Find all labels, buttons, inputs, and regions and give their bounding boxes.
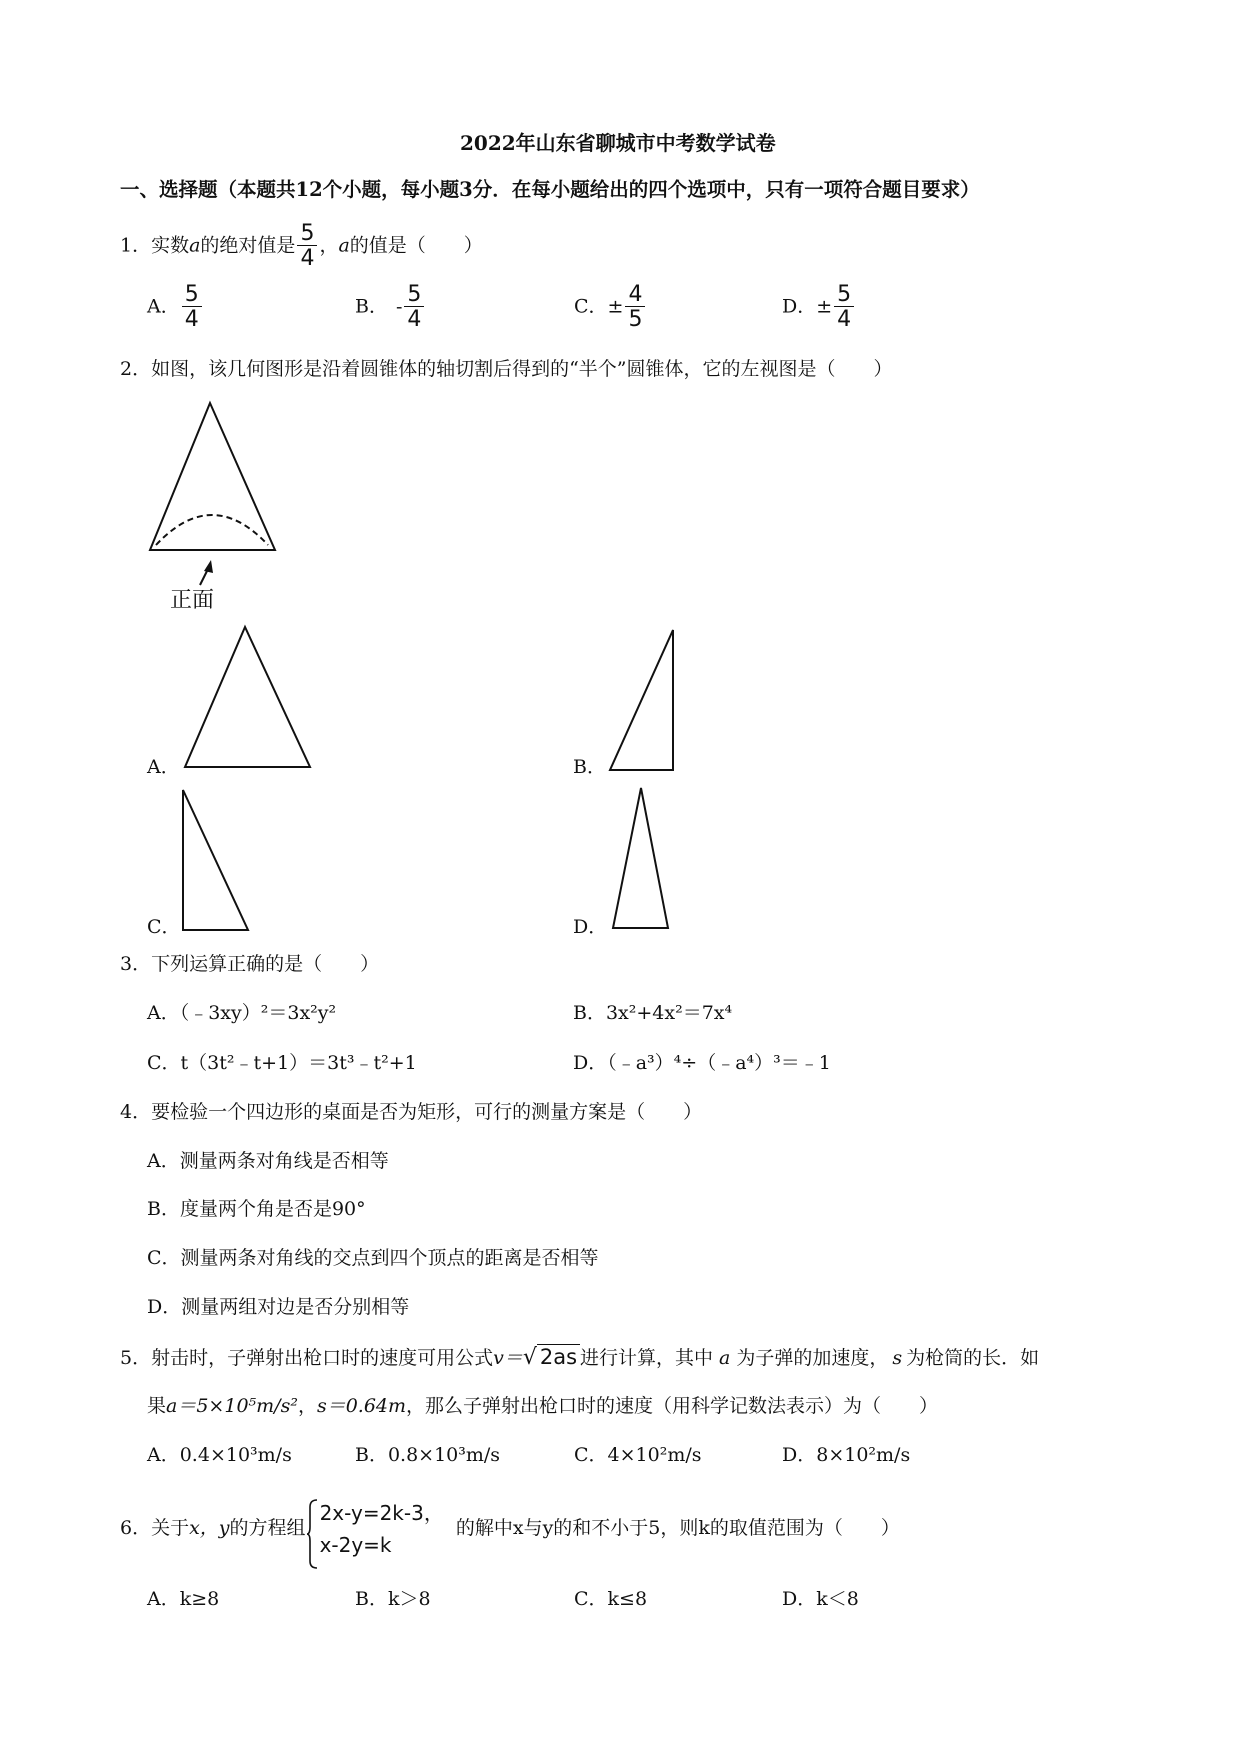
- q1-option-c[interactable]: C．± $\frac{4}{5}$: [574, 283, 647, 332]
- equation-1: 2x-y=2k-3，: [319, 1501, 444, 1525]
- narrow-triangle-shape: [613, 788, 668, 928]
- q4-option-b[interactable]: B．度量两个角是否是90°: [147, 1198, 366, 1220]
- isosceles-triangle-shape: [185, 627, 310, 767]
- question-6: 6．关于x，y的方程组 2x-y=2k-3， x-2y=k 的解中x与y的和不小于5，则k的取值范围为（ ）: [120, 1497, 900, 1561]
- q6-option-d[interactable]: D．k＜8: [782, 1588, 859, 1610]
- question-3: 3．下列运算正确的是（ ）: [120, 953, 380, 975]
- right-triangle-left-shape: [183, 790, 248, 930]
- sqrt-expression: √ 2as: [523, 1347, 580, 1369]
- q1-option-b[interactable]: B． - $\frac{5}{4}$: [355, 283, 426, 332]
- q1-comma: ，: [319, 234, 339, 257]
- page-title: 2022年山东省聊城市中考数学试卷: [460, 131, 776, 155]
- q5-option-a[interactable]: A．0.4×10³m/s: [147, 1444, 292, 1466]
- question-1: [120, 222, 483, 271]
- left-brace-icon: [306, 1499, 318, 1569]
- q4-option-a[interactable]: A．测量两条对角线是否相等: [147, 1150, 389, 1172]
- q2-option-b-figure[interactable]: [605, 625, 685, 775]
- question-5-line-1: 5．射击时，子弹射出枪口时的速度可用公式v＝√ 2as 进行计算，其中 a 为子弹的加速度， s 为枪筒的长．如: [120, 1345, 1040, 1370]
- q2-option-d-figure[interactable]: [608, 783, 678, 933]
- q4-option-d[interactable]: D．测量两组对边是否分别相等: [147, 1296, 410, 1318]
- q3-option-d[interactable]: D．（﹣a³）⁴÷（﹣a⁴）³＝﹣1: [573, 1052, 831, 1074]
- q5-option-c[interactable]: C．4×10²m/s: [574, 1444, 702, 1466]
- q1-option-a[interactable]: A． $\frac{5}{4}$: [147, 283, 204, 332]
- q6-option-b[interactable]: B．k＞8: [355, 1588, 431, 1610]
- q2-option-c-label[interactable]: C．: [147, 916, 181, 938]
- q1-pre: 1．实数: [120, 234, 190, 257]
- q5-option-d[interactable]: D．8×10²m/s: [782, 1444, 911, 1466]
- q6-option-a[interactable]: A．k≥8: [147, 1588, 220, 1610]
- q1-var2: a: [338, 234, 350, 257]
- equation-2: x-2y=k: [319, 1533, 392, 1557]
- q3-option-c[interactable]: C．t（3t²﹣t+1）＝3t³﹣t²+1: [147, 1052, 417, 1074]
- q1-var: a: [189, 234, 201, 257]
- half-cone-figure: [140, 395, 300, 625]
- q2-option-a-figure[interactable]: [180, 622, 320, 772]
- right-triangle-right-shape: [610, 630, 673, 770]
- question-2: 2．如图，该几何图形是沿着圆锥体的轴切割后得到的“半个”圆锥体，它的左视图是（ ）: [120, 358, 893, 380]
- q2-option-a-label[interactable]: A．: [147, 756, 180, 778]
- q1-post: 的值是（ ）: [349, 234, 483, 257]
- q2-option-c-figure[interactable]: [178, 785, 258, 935]
- q4-option-c[interactable]: C．测量两条对角线的交点到四个顶点的距离是否相等: [147, 1247, 599, 1269]
- half-cone-outline: [150, 403, 275, 550]
- front-label: 正面: [170, 588, 215, 613]
- half-cone-dashed-arc: [156, 515, 268, 545]
- q1-option-d[interactable]: D．± $\frac{5}{4}$: [782, 283, 856, 332]
- q6-option-c[interactable]: C．k≤8: [574, 1588, 648, 1610]
- q1-fraction: $\frac{5}{4}$: [297, 222, 317, 271]
- question-5-line-2: 果a＝5×10⁵m/s²，s＝0.64m，那么子弹射出枪口时的速度（用科学记数法表示）为（ ）: [147, 1395, 939, 1417]
- q2-option-d-label[interactable]: D．: [573, 916, 608, 938]
- front-arrow-head: [204, 560, 213, 573]
- q5-option-b[interactable]: B．0.8×10³m/s: [355, 1444, 501, 1466]
- q2-option-b-label[interactable]: B．: [573, 756, 606, 778]
- question-4: 4．要检验一个四边形的桌面是否为矩形，可行的测量方案是（ ）: [120, 1101, 703, 1123]
- equation-system: [306, 1497, 444, 1561]
- q3-option-a[interactable]: A．（﹣3xy）²＝3x²y²: [147, 1002, 337, 1024]
- q1-mid: 的绝对值是: [200, 234, 296, 257]
- q3-option-b[interactable]: B．3x²+4x²＝7x⁴: [573, 1002, 733, 1024]
- section-heading: 一、选择题（本题共12个小题，每小题3分．在每小题给出的四个选项中，只有一项符合题目要求）: [120, 178, 980, 201]
